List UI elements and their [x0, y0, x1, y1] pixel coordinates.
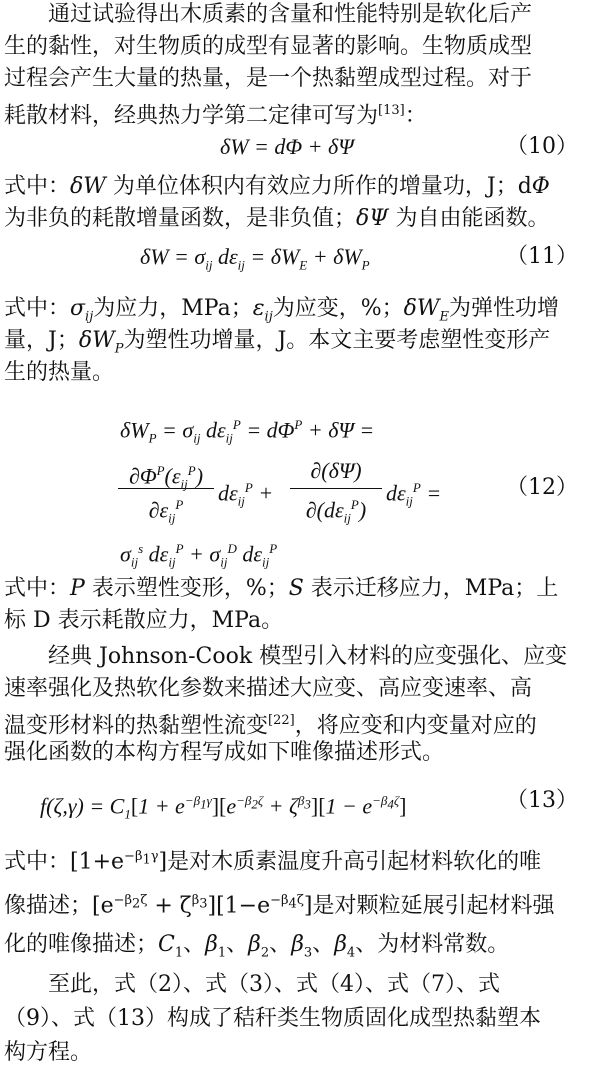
paragraph-1-line-4: 耗散材料，经典热力学第二定律可写为[13]：	[4, 103, 427, 129]
equation-11-number: （11）	[506, 244, 578, 269]
equation-13-number: （13）	[506, 788, 578, 813]
where-1-line-1: 式中：δW 为单位体积内有效应力所作的增量功，J；dΦ	[4, 174, 550, 199]
paragraph-1-line-2: 生的黏性，对生物质的成型有显著的影响。生物质成型	[4, 34, 533, 59]
equation-10-number: （10）	[506, 134, 578, 159]
where-4-line-2: 像描述；$[e^{-\beta_2\zeta} + \zeta^{\beta_3}][1-e^{-\beta_4\zeta}]$是对颗粒延展引起材料强	[4, 893, 555, 919]
equation-10: δW = dΦ + δΨ	[220, 134, 354, 159]
equation-12-number: （12）	[506, 475, 578, 500]
paragraph-1-line-1: 通过试验得出木质素的含量和性能特别是软化后产	[48, 2, 533, 27]
equation-11: $\delta W = \sigma_{ij}$ $d\varepsilon_{ij} = \delta W_E + \delta W_P$	[140, 244, 370, 273]
where-4-line-1: 式中：$[1+e^{-\beta_1\gamma}]$是对木质素温度升高引起材料软化的唯	[4, 849, 542, 875]
where-3-line-2: 标 D 表示耗散应力，MPa。	[4, 608, 284, 633]
equation-12-row-2: $\partial\Phi^P(\varepsilon_{ij}^P)$ $\partial\varepsilon_{ij}^P$ $d\varepsilon_{ij}^P$ + ∂(δΨ) $\partial(d\varepsilon_{ij}^P)$ $d\varepsilon_{ij}^P$ =	[118, 456, 458, 520]
where-2-line-1: 式中：$\sigma_{ij}$为应力，MPa；$\varepsilon_{ij}$为应变，%；$\delta W_E$为弹性功增	[4, 296, 560, 325]
where-4-line-3: 化的唯像描述；$C_1$、$\beta_1$、$\beta_2$、$\beta_3$、$\beta_4$、为材料常数。	[4, 932, 510, 961]
paragraph-2-line-3: 温变形材料的热黏塑性流变[22]，将应变和内变量对应的	[4, 713, 537, 739]
paragraph-3-line-3: 构方程。	[4, 1040, 93, 1065]
equation-12-row-3: $\sigma_{ij}^s$ $d\varepsilon_{ij}^P + \sigma_{ij}^D$ $d\varepsilon_{ij}^P$	[120, 541, 278, 570]
paragraph-2-line-1: 经典 Johnson-Cook 模型引入材料的应变强化、应变	[48, 644, 568, 669]
where-2-line-2: 量，J；$\delta W_P$为塑性功增量，J。本文主要考虑塑性变形产	[4, 328, 551, 357]
equation-13: $f(\zeta,\gamma) = C_1[1 + e^{-\beta_1\gamma}][e^{-\beta_2\zeta} + \zeta^{\beta_3}][1 - e^{-\beta_4\zeta}]$	[40, 793, 407, 822]
where-3-line-1: 式中：P 表示塑性变形，%；S 表示迁移应力，MPa；上	[4, 576, 559, 601]
where-2-line-3: 生的热量。	[4, 360, 115, 385]
where-1-line-2: 为非负的耗散增量函数，是非负值；δΨ 为自由能函数。	[4, 206, 550, 231]
paragraph-2-line-2: 速率强化及热软化参数来描述大应变、高应变速率、高	[4, 676, 533, 701]
equation-12-row-1: $\delta W_P = \sigma_{ij}$ $d\varepsilon_{ij}^P = d\Phi^P + \delta\Psi$ =	[120, 417, 375, 446]
paragraph-3-line-2: （9）、式（13）构成了秸秆类生物质固化成型热黏塑本	[4, 1006, 541, 1031]
paragraph-3-line-1: 至此，式（2）、式（3）、式（4）、式（7）、式	[48, 972, 500, 997]
paragraph-2-line-4: 强化函数的本构方程写成如下唯像描述形式。	[4, 740, 445, 765]
paragraph-1-line-3: 过程会产生大量的热量，是一个热黏塑成型过程。对于	[4, 66, 533, 91]
